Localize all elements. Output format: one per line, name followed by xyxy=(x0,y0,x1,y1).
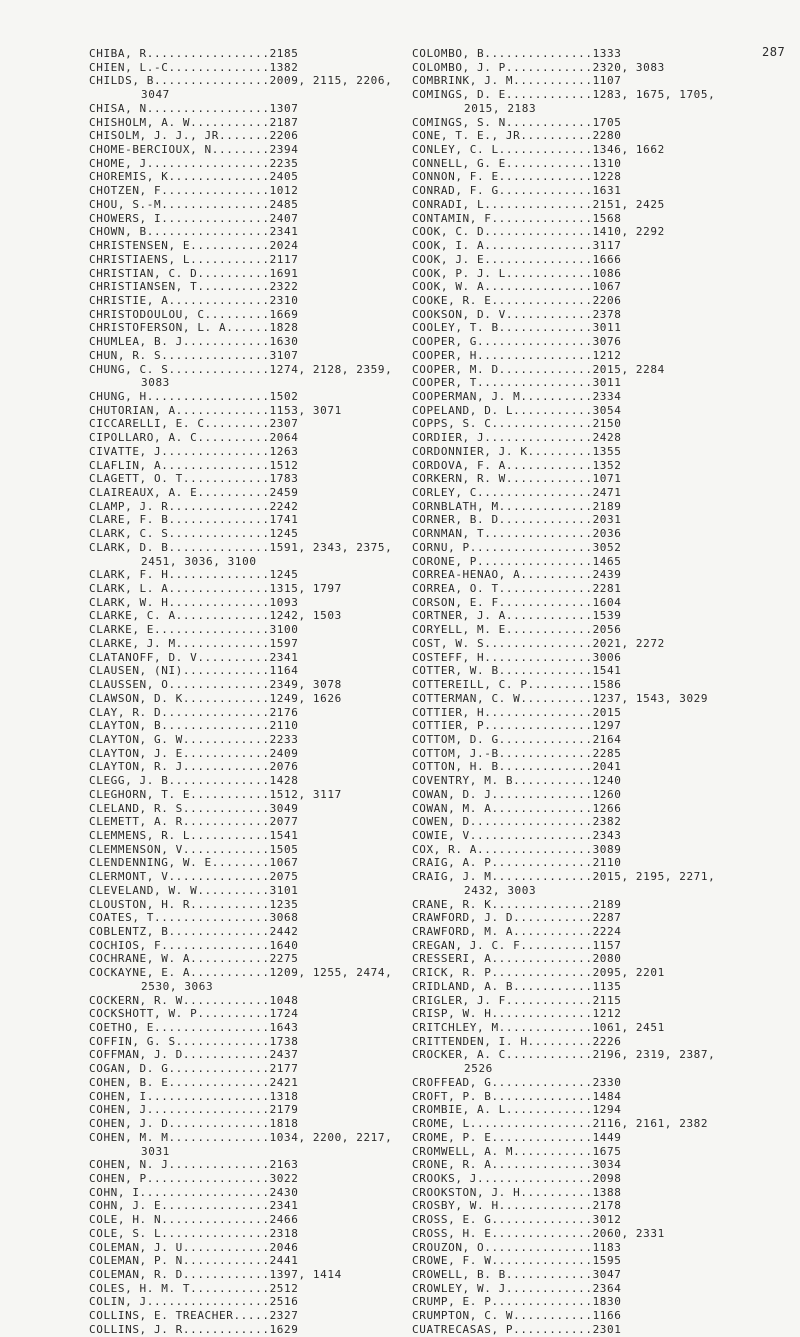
index-entry: COTTOM, J.-B.............2285 xyxy=(412,746,622,760)
index-entry: COTTON, H. B.............2041 xyxy=(412,760,622,774)
index-entry: COOK, J. E...............1666 xyxy=(412,252,622,266)
index-entry: CHOME-BERCIOUX, N........2394 xyxy=(89,143,299,157)
index-entry: COLIN, J.................2516 xyxy=(89,1295,299,1309)
index-entry: COCHIOS, F...............1640 xyxy=(89,938,299,952)
index-entry: COGAN, D. G..............2177 xyxy=(89,1062,299,1076)
index-entry: CHOME, J.................2235 xyxy=(89,156,299,170)
index-entry: CRAIG, A. P..............2110 xyxy=(412,856,622,870)
index-entry: CHUN, R. S...............3107 xyxy=(89,348,299,362)
index-entry: CLARKE, J. M.............1597 xyxy=(89,636,299,650)
index-entry: COST, W. S...............2021, 2272 xyxy=(412,636,665,650)
index-entry: CLAYTON, J. E............2409 xyxy=(89,746,299,760)
index-entry: CHIEN, L.-C..............1382 xyxy=(89,60,299,74)
index-entry: CRITTENDEN, I. H.........2226 xyxy=(412,1034,622,1048)
index-entry: COLEMAN, J. U............2046 xyxy=(89,1240,299,1254)
index-entry: CLERMONT, V..............2075 xyxy=(89,870,299,884)
index-entry: CRESSERI, A..............2080 xyxy=(412,952,622,966)
index-entry: CRAWFORD, M. A...........2224 xyxy=(412,925,622,938)
index-entry: CRUMPTON, C. W...........1166 xyxy=(412,1309,622,1323)
index-entry: CLARK, L. A..............1315, 1797 xyxy=(89,582,342,596)
index-entry: CROSBY, W. H.............2178 xyxy=(412,1199,622,1213)
index-entry: CRIGLER, J. F............2115 xyxy=(412,993,622,1007)
index-entry: CHRISTIAENS, L...........2117 xyxy=(89,252,299,266)
index-entry: COTTIER, P...............1297 xyxy=(412,719,622,733)
index-entry: CLARKE, E................3100 xyxy=(89,623,299,637)
index-entry: CLAGETT, O. T............1783 xyxy=(89,472,299,486)
index-entry: CORREA, O. T.............2281 xyxy=(412,582,622,596)
index-entry: CORKERN, R. W............1071 xyxy=(412,472,622,486)
index-entry: COPELAND, D. L...........3054 xyxy=(412,403,622,417)
index-entry: COX, R. A................3089 xyxy=(412,842,622,856)
index-entry: CHUMLEA, B. J............1630 xyxy=(89,335,299,349)
index-entry: CORTNER, J. A............1539 xyxy=(412,609,622,623)
index-entry: CROUZON, O...............1183 xyxy=(412,1240,622,1254)
index-entry: CROME, L.................2116, 2161, 2382 xyxy=(412,1117,709,1131)
index-entry: CLATANOFF, D. V..........2341 xyxy=(89,650,299,664)
index-entry: CRAIG, J. M..............2015, 2195, 2271, 2432, 3003 xyxy=(412,870,716,897)
index-entry: COTTOM, D. G.............2164 xyxy=(412,732,622,746)
index-entry: COATES, T................3068 xyxy=(89,911,299,925)
index-entry: CLARE, F. B..............1741 xyxy=(89,513,299,527)
index-entry: CHRISTENSEN, E...........2024 xyxy=(89,239,299,253)
index-entry: CLAWSON, D. K............1249, 1626 xyxy=(89,691,342,705)
index-entry: CREGAN, J. C. F..........1157 xyxy=(412,938,622,952)
index-entry: CHUNG, H.................1502 xyxy=(89,389,299,403)
index-entry: CROWE, F. W..............1595 xyxy=(412,1254,622,1268)
index-entry: CROOKS, J................2098 xyxy=(412,1171,622,1185)
index-entry: COLLINS, E. TREACHER.....2327 xyxy=(89,1309,299,1323)
index-entry: COHN, J. E...............2341 xyxy=(89,1199,299,1213)
index-entry: COOPER, G................3076 xyxy=(412,335,622,349)
index-entry: COBLENTZ, B..............2442 xyxy=(89,925,299,938)
index-entry: CRITCHLEY, M.............1061, 2451 xyxy=(412,1021,665,1035)
index-entry: COMINGS, D. E............1283, 1675, 1705, 2015, 2183 xyxy=(412,88,716,115)
index-column-right xyxy=(412,47,715,1337)
index-entry: COCKERN, R. W............1048 xyxy=(89,993,299,1007)
index-entry: CONTAMIN, F..............1568 xyxy=(412,211,622,225)
index-entry: CHRISTIE, A..............2310 xyxy=(89,293,299,307)
index-entry: COOLEY, T. B.............3011 xyxy=(412,321,622,335)
index-entry: CRISP, W. H..............1212 xyxy=(412,1007,622,1021)
index-entry: COOK, I. A...............3117 xyxy=(412,239,622,253)
index-entry: CLELAND, R. S............3049 xyxy=(89,801,299,815)
index-entry: CLARKE, C. A.............1242, 1503 xyxy=(89,609,342,623)
index-entry: COVENTRY, M. B...........1240 xyxy=(412,774,622,788)
index-entry: CROFFEAD, G..............2330 xyxy=(412,1075,622,1089)
index-entry: COHEN, P.................3022 xyxy=(89,1171,299,1185)
index-entry: COOKE, R. E..............2206 xyxy=(412,293,622,307)
index-entry: CONRAD, F. G.............1631 xyxy=(412,184,622,198)
index-entry: COHN, I..................2430 xyxy=(89,1185,299,1199)
index-entry: CORLEY, C................2471 xyxy=(412,486,622,499)
index-column-left xyxy=(89,47,392,1337)
index-entry: CRANE, R. K..............2189 xyxy=(412,897,622,911)
index-entry: COLLINS, J. R............1629 xyxy=(89,1322,299,1336)
index-entry: CHISHOLM, A. W...........2187 xyxy=(89,115,299,129)
index-entry: CROFT, P. B..............1484 xyxy=(412,1089,622,1103)
index-entry: CROSS, H. E..............2060, 2331 xyxy=(412,1226,665,1240)
index-entry: COHEN, B. E..............2421 xyxy=(89,1075,299,1089)
index-entry: CORDIER, J...............2428 xyxy=(412,431,622,445)
index-entry: COOK, W. A...............1067 xyxy=(412,280,622,294)
index-entry: COETHO, E................1643 xyxy=(89,1021,299,1035)
index-entry: CRONE, R. A..............3034 xyxy=(412,1158,622,1172)
index-entry: CROSS, E. G..............3012 xyxy=(412,1213,622,1227)
index-entry: CLOUSTON, H. R...........1235 xyxy=(89,897,299,911)
index-entry: COWIE, V.................2343 xyxy=(412,828,622,842)
index-entry: CORREA-HENAO, A..........2439 xyxy=(412,568,622,582)
index-entry: CHRISTODOULOU, C.........1669 xyxy=(89,307,299,321)
index-entry: CLEMMENS, R. L...........1541 xyxy=(89,828,299,842)
index-entry: CORSON, E. F.............1604 xyxy=(412,595,622,609)
index-entry: COTTIER, H...............2015 xyxy=(412,705,622,719)
index-entry: CORONE, P................1465 xyxy=(412,554,622,568)
index-entry: COHEN, M. M..............1034, 2200, 2217, 3031 xyxy=(89,1130,393,1158)
index-entry: CHRISTOFERSON, L. A......1828 xyxy=(89,321,299,335)
index-entry: CLAUSSEN, O..............2349, 3078 xyxy=(89,678,342,692)
index-entry: CRUMP, E. P..............1830 xyxy=(412,1295,622,1309)
index-entry: CLAMP, J. R..............2242 xyxy=(89,499,299,513)
index-entry: CLARK, W. H..............1093 xyxy=(89,595,299,609)
index-entry: COHEN, I.................1318 xyxy=(89,1089,299,1103)
index-entry: COWAN, M. A..............1266 xyxy=(412,801,622,815)
index-entry: CHUTORIAN, A.............1153, 3071 xyxy=(89,403,342,417)
index-entry: CIPOLLARO, A. C..........2064 xyxy=(89,431,299,445)
index-entry: COWEN, D.................2382 xyxy=(412,815,622,829)
index-entry: CORDOVA, F. A............1352 xyxy=(412,458,622,472)
index-entry: CORDONNIER, J. K.........1355 xyxy=(412,444,622,458)
index-entry: COOK, P. J. L............1086 xyxy=(412,266,622,280)
index-entry: COOKSON, D. V............2378 xyxy=(412,307,622,321)
index-entry: CRIDLAND, A. B...........1135 xyxy=(412,979,622,993)
index-entry: COWAN, D. J..............1260 xyxy=(412,787,622,801)
index-entry: COTTER, W. B.............1541 xyxy=(412,664,622,678)
index-entry: CLAYTON, B...............2110 xyxy=(89,719,299,733)
index-entry: CLEGHORN, T. E...........1512, 3117 xyxy=(89,787,342,801)
index-entry: CHRISTIANSEN, T..........2322 xyxy=(89,280,299,294)
index-entry: CHOTZEN, F...............1012 xyxy=(89,184,299,198)
index-entry: CORNMAN, T...............2036 xyxy=(412,527,622,541)
index-entry: CRAWFORD, J. D...........2287 xyxy=(412,911,622,925)
index-entry: COPPS, S. C..............2150 xyxy=(412,417,622,431)
index-entry: CLAUSEN, (NI)............1164 xyxy=(89,664,299,678)
index-entry: CONNON, F. E.............1228 xyxy=(412,170,622,184)
index-entry: COSTEFF, H...............3006 xyxy=(412,650,622,664)
index-entry: CLAYTON, G. W............2233 xyxy=(89,732,299,746)
index-entry: CROMBIE, A. L............1294 xyxy=(412,1103,622,1117)
index-entry: CROMWELL, A. M...........1675 xyxy=(412,1144,622,1158)
index-entry: CROOKSTON, J. H..........1388 xyxy=(412,1185,622,1199)
index-entry: CLARK, C. S..............1245 xyxy=(89,527,299,541)
index-entry: COLE, H. N...............2466 xyxy=(89,1213,299,1227)
index-entry: CHOWERS, I...............2407 xyxy=(89,211,299,225)
index-entry: CORNER, B. D.............2031 xyxy=(412,513,622,527)
index-entry: COOK, C. D...............1410, 2292 xyxy=(412,225,665,239)
index-entry: COLEMAN, P. N............2441 xyxy=(89,1254,299,1268)
index-entry: CLAFLIN, A...............1512 xyxy=(89,458,299,472)
index-entry: CLAIREAUX, A. E..........2459 xyxy=(89,486,299,499)
index-entry: COLOMBO, J. P............2320, 3083 xyxy=(412,60,665,74)
index-entry: CLARK, F. H..............1245 xyxy=(89,568,299,582)
index-entry: COOPER, M. D.............2015, 2284 xyxy=(412,362,665,376)
index-entry: COOPER, H................1212 xyxy=(412,348,622,362)
index-entry: COMINGS, S. N............1705 xyxy=(412,115,622,129)
index-entry: CONNELL, G. E............1310 xyxy=(412,156,622,170)
index-entry: CLEMMENSON, V............1505 xyxy=(89,842,299,856)
index-entry: CLEMETT, A. R............2077 xyxy=(89,815,299,829)
index-entry: CRICK, R. P..............2095, 2201 xyxy=(412,966,665,980)
index-entry: COMBRINK, J. M...........1107 xyxy=(412,74,622,88)
index-entry: CORNU, P.................3052 xyxy=(412,540,622,554)
index-entry: COLOMBO, B...............1333 xyxy=(412,47,622,60)
index-entry: CLAYTON, R. J............2076 xyxy=(89,760,299,774)
index-entry: CHUNG, C. S..............1274, 2128, 2359, 3083 xyxy=(89,362,393,390)
index-entry: CHIBA, R.................2185 xyxy=(89,47,299,60)
index-entry: CLAY, R. D...............2176 xyxy=(89,705,299,719)
index-entry: CIVATTE, J...............1263 xyxy=(89,444,299,458)
index-entry: COOPERMAN, J. M..........2334 xyxy=(412,389,622,403)
index-entry: CROWLEY, W. J............2364 xyxy=(412,1281,622,1295)
index-entry: CHISOLM, J. J., JR.......2206 xyxy=(89,129,299,143)
index-entry: CHILDS, B................2009, 2115, 2206, 3047 xyxy=(89,74,393,102)
index-entry: COTTERMAN, C. W..........1237, 1543, 3029 xyxy=(412,691,709,705)
index-entry: COHEN, N. J..............2163 xyxy=(89,1158,299,1172)
index-entry: COCKAYNE, E. A...........1209, 1255, 2474, 2530, 3063 xyxy=(89,966,393,993)
index-entry: CHOWN, B.................2341 xyxy=(89,225,299,239)
index-entry: CLEVELAND, W. W..........3101 xyxy=(89,883,299,897)
index-entry: CORYELL, M. E............2056 xyxy=(412,623,622,637)
index-entry: CROME, P. E..............1449 xyxy=(412,1130,622,1144)
index-entry: CICCARELLI, E. C.........2307 xyxy=(89,417,299,431)
index-entry: CONLEY, C. L.............1346, 1662 xyxy=(412,143,665,157)
index-entry: CONRADI, L...............2151, 2425 xyxy=(412,197,665,211)
index-entry: COLES, H. M. T...........2512 xyxy=(89,1281,299,1295)
index-entry: CHISA, N.................1307 xyxy=(89,101,299,115)
index-entry: COHEN, J.................2179 xyxy=(89,1103,299,1117)
index-entry: COLE, S. L...............2318 xyxy=(89,1226,299,1240)
index-entry: CLEGG, J. B..............1428 xyxy=(89,774,299,788)
index-entry: COCKSHOTT, W. P..........1724 xyxy=(89,1007,299,1021)
index-entry: COFFMAN, J. D............2437 xyxy=(89,1048,299,1062)
index-entry: CHOREMIS, K..............2405 xyxy=(89,170,299,184)
index-entry: CORNBLATH, M.............2189 xyxy=(412,499,622,513)
index-entry: CLARK, D. B..............1591, 2343, 2375, 2451, 3036, 3100 xyxy=(89,540,393,568)
index-entry: COHEN, J. D..............1818 xyxy=(89,1117,299,1131)
index-entry: CLENDENNING, W. E........1067 xyxy=(89,856,299,870)
index-entry: COLEMAN, R. D............1397, 1414 xyxy=(89,1267,342,1281)
index-entry: COOPER, T................3011 xyxy=(412,376,622,390)
page-number: 287 xyxy=(762,45,786,59)
index-entry: COTTEREILL, C. P.........1586 xyxy=(412,678,622,692)
index-entry: CUATRECASAS, P...........2301 xyxy=(412,1322,622,1336)
index-entry: CHRISTIAN, C. D..........1691 xyxy=(89,266,299,280)
index-entry: CONE, T. E., JR..........2280 xyxy=(412,129,622,143)
index-entry: COFFIN, G. S.............1738 xyxy=(89,1034,299,1048)
index-entry: COCHRANE, W. A...........2275 xyxy=(89,952,299,966)
index-entry: CHOU, S.-M...............2485 xyxy=(89,197,299,211)
index-entry: CROCKER, A. C............2196, 2319, 2387, 2526 xyxy=(412,1048,716,1076)
index-entry: CROWELL, B. B............3047 xyxy=(412,1267,622,1281)
